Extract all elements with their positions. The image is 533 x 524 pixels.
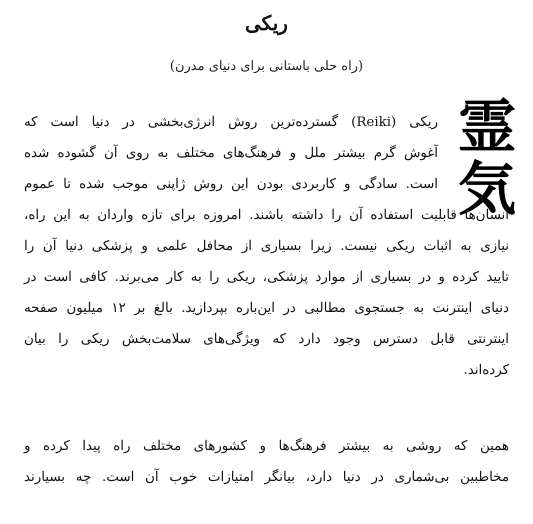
paragraph-1-line-7: دنیای اینترنت به جستجوی مطالبی در این‌باره بپردازید. بالغ بر ۱۲ میلیون صفحه bbox=[24, 301, 510, 316]
kanji-rei: 霊 bbox=[457, 93, 516, 161]
paragraph-1-line-2: آغوش گرم بیشتر ملل و فرهنگ‌های مختلف به روی آن گشوده شده bbox=[24, 146, 438, 161]
page-subtitle: (راه حلی باستانی برای دنیای مدرن) bbox=[169, 59, 364, 74]
paragraph-1-line-8: اینترنتی قابل دسترس وجود دارد که ویژگی‌های سلامت‌بخش ریکی را بیان bbox=[24, 332, 509, 347]
paragraph-2-line-2: مخاطبین بی‌شماری در دنیا دارد، بیانگر امتیازات خوب آن است. چه بسیارند bbox=[24, 470, 509, 485]
paragraph-1-line-3: است. سادگی و کاربردی بودن این روش ژاپنی موجب شده تا عموم bbox=[24, 177, 438, 192]
paragraph-1-line-4: انسان‌ها قابلیت استفاده آن را داشته باشند. امروزه برای تازه واردان به این راه، bbox=[24, 208, 509, 223]
paragraph-1-line-5: نیازی به اثبات ریکی نیست. زیرا بسیاری از محافل علمی و پزشکی دنیا آن را bbox=[24, 239, 509, 254]
paragraph-1-line-1: ریکی (Reiki) گسترده‌ترین روش انرژی‌بخشی در دنیا است که bbox=[24, 115, 438, 130]
paragraph-1-line-9: کرده‌اند. bbox=[463, 363, 509, 378]
paragraph-2-line-1: همین که روشی به بیشتر فرهنگ‌ها و کشورهای مختلف راه پیدا کرده و bbox=[24, 439, 509, 454]
kanji-ki: 気 bbox=[457, 155, 516, 223]
page-title: ریکی bbox=[245, 11, 288, 35]
paragraph-1-line-6: تایید کرده و در بسیاری از موارد پزشکی، ریکی را به کار می‌برند. کافی است در bbox=[24, 270, 509, 285]
